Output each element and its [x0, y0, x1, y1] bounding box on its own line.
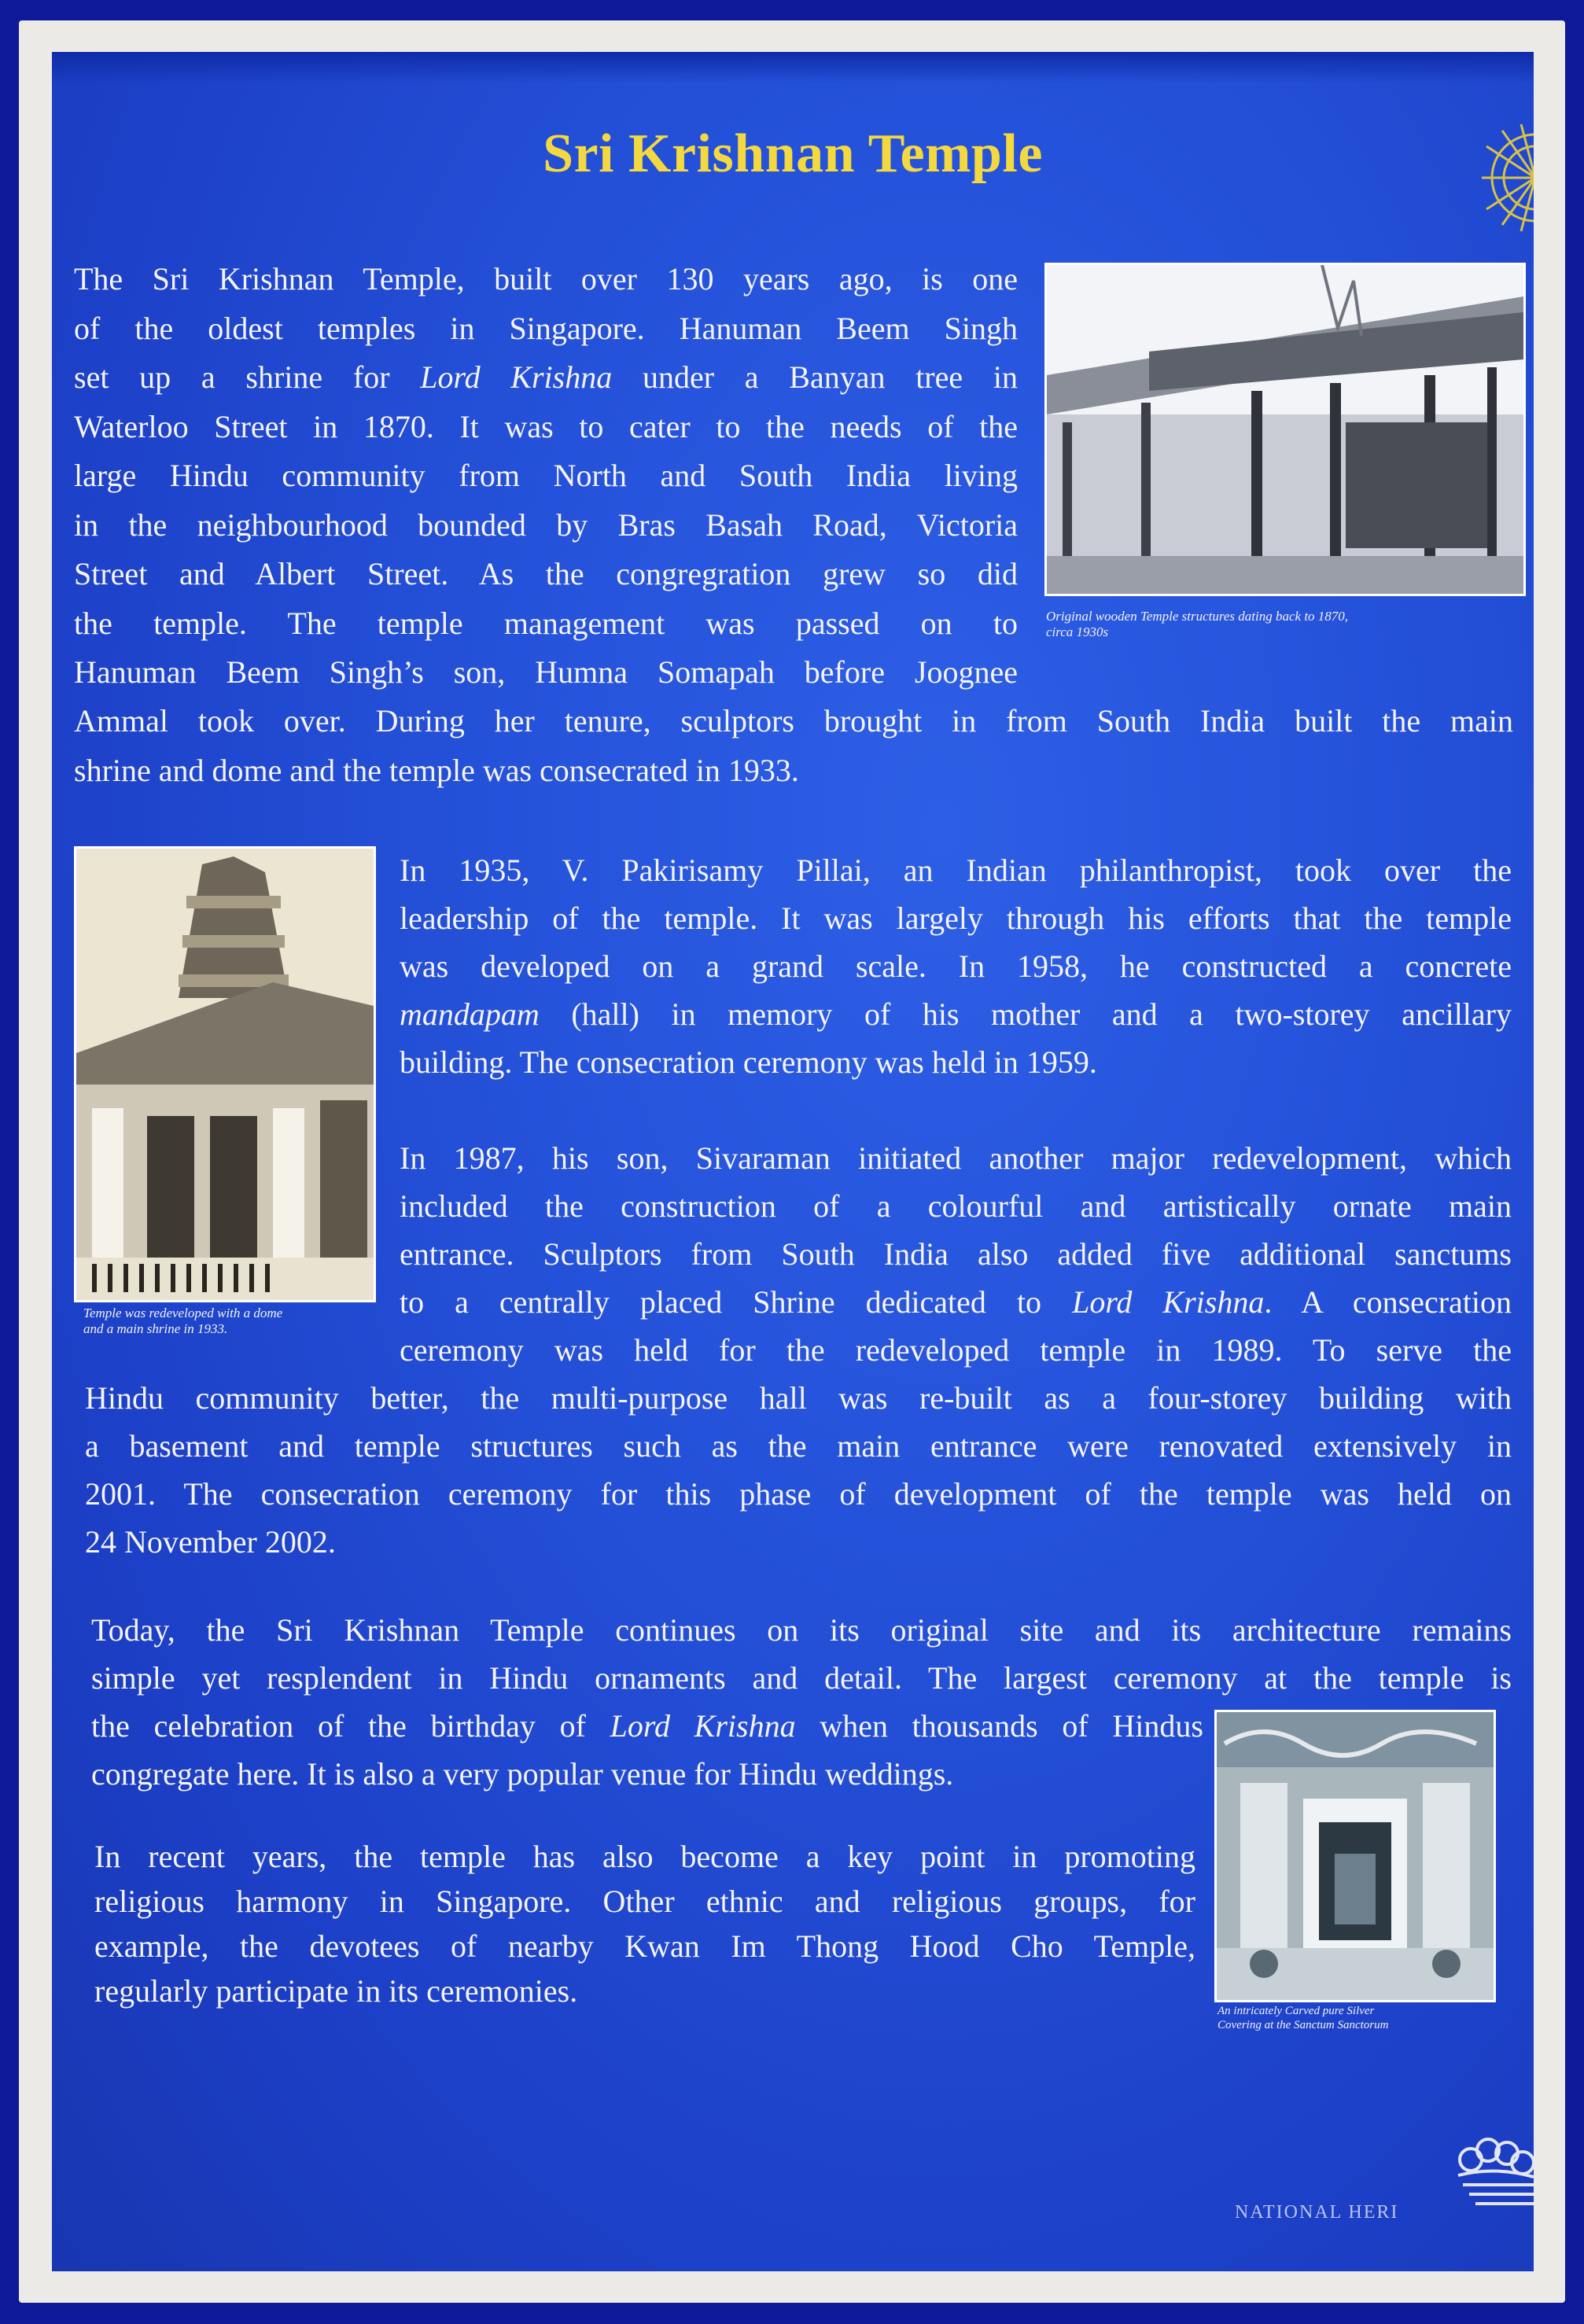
caption-line: Original wooden Temple structures dating back to 1870,: [1046, 609, 1349, 624]
text-line: shrine and dome and the temple was consecrated in 1933.: [74, 752, 799, 788]
text-line: congregate here. It is also a very popular venue for Hindu weddings.: [91, 1756, 954, 1792]
text-line: included the construction of a colourful and artistically ornate main: [400, 1188, 1512, 1224]
paragraph-5: [94, 1834, 1195, 2013]
italic-text: mandapam: [400, 996, 540, 1032]
text-line: in the neighbourhood bounded by Bras Basah Road, Victoria: [74, 506, 1018, 543]
photo-silver-sanctum: [1214, 1710, 1496, 2002]
photo-wooden-temple-image: [1047, 265, 1523, 594]
text-line: In 1987, his son, Sivaraman initiated another major redevelopment, which: [400, 1140, 1512, 1176]
paragraph-4-continued: [91, 1702, 1203, 1798]
text-line: The Sri Krishnan Temple, built over 130 years ago, is one: [74, 261, 1018, 296]
caption-line: Covering at the Sanctum Sanctorum: [1217, 2019, 1389, 2031]
text-line: In 1935, V. Pakirisamy Pillai, an Indian philanthropist, took over the: [400, 853, 1512, 888]
text-line: leadership of the temple. It was largely through his efforts that the temple: [400, 901, 1512, 936]
text-span: . A consecration: [1264, 1284, 1512, 1320]
paragraph-4: [91, 1606, 1512, 1702]
text-line: was developed on a grand scale. In 1958, he constructed a concrete: [400, 948, 1512, 984]
text-line: Ammal took over. During her tenure, sculptors brought in from South India built the main: [74, 703, 1513, 738]
text-line: simple yet resplendent in Hindu ornaments and detail. The largest ceremony at the temple is: [91, 1660, 1512, 1696]
text-span: under a Banyan tree in: [612, 359, 1018, 395]
text-span: (hall) in memory of his mother and a two-storey ancillary: [539, 996, 1512, 1032]
text-line: regularly participate in its ceremonies.: [94, 1973, 578, 2009]
text-line: Waterloo Street in 1870. It was to cater to the needs of the: [74, 408, 1018, 444]
text-line: religious harmony in Singapore. Other ethnic and religious groups, for: [94, 1884, 1195, 1919]
historic-photo-wooden-temple: [1044, 263, 1526, 596]
text-line: 24 November 2002.: [85, 1524, 336, 1560]
caption-line: and a main shrine in 1933.: [83, 1321, 228, 1336]
text-span: the celebration of the birthday of: [91, 1708, 610, 1744]
text-line: [400, 1278, 1512, 1326]
text-line: a basement and temple structures such as the main entrance were renovated extensively in: [85, 1428, 1512, 1464]
italic-text: Lord Krishna: [1072, 1284, 1265, 1320]
photo-dome-shrine-image: [76, 849, 374, 1300]
caption-line: circa 1930s: [1046, 624, 1109, 639]
text-line: large Hindu community from North and South India living: [74, 458, 1018, 493]
text-line: ceremony was held for the redeveloped temple in 1989. To serve the: [400, 1332, 1512, 1368]
paragraph-1: [74, 255, 1018, 698]
text-line: Today, the Sri Krishnan Temple continues on its original site and its architecture remains: [91, 1612, 1512, 1648]
text-line: building. The consecration ceremony was held in 1959.: [400, 1044, 1097, 1080]
photo-silver-sanctum-image: [1217, 1712, 1494, 2000]
text-line: [400, 990, 1512, 1038]
text-span: set up a shrine for: [74, 359, 421, 395]
photo-caption: [83, 1306, 382, 1337]
caption-line: Temple was redeveloped with a dome: [83, 1306, 283, 1320]
text-line: example, the devotees of nearby Kwan Im Thong Hood Cho Temple,: [94, 1928, 1195, 1964]
italic-text: Lord Krishna: [420, 359, 613, 395]
text-line: In recent years, the temple has also become a key point in promoting: [94, 1839, 1195, 1874]
caption-line: An intricately Carved pure Silver: [1217, 2005, 1375, 2017]
paragraph-3: [400, 1134, 1512, 1374]
text-line: [74, 353, 1018, 403]
text-line: the temple. The temple management was passed on to: [74, 605, 1018, 641]
text-line: entrance. Sculptors from South India also added five additional sanctums: [400, 1236, 1512, 1272]
board-shade: [52, 52, 1534, 83]
text-line: of the oldest temples in Singapore. Hanuman Beem Singh: [74, 310, 1018, 346]
text-line: [91, 1702, 1203, 1750]
plaque-board: [52, 52, 1534, 2271]
text-line: 2001. The consecration ceremony for this phase of development of the temple was held on: [85, 1476, 1512, 1512]
paragraph-2: [400, 846, 1512, 1086]
text-line: Hindu community better, the multi-purpose hall was re-built as a four-storey building with: [85, 1380, 1512, 1416]
footer-org-name: NATIONAL HERI: [1235, 2202, 1399, 2223]
photo-caption: [1217, 2004, 1501, 2032]
heritage-logo-icon: [1447, 2128, 1534, 2223]
text-line: Street and Albert Street. As the congregration grew so did: [74, 556, 1018, 591]
photo-caption: [1046, 609, 1518, 640]
page-title: Sri Krishnan Temple: [543, 123, 1043, 184]
text-span: when thousands of Hindus: [795, 1708, 1203, 1744]
paragraph-3-continued: [85, 1374, 1512, 1566]
italic-text: Lord Krishna: [610, 1708, 796, 1744]
historic-photo-dome-shrine: [74, 846, 376, 1302]
text-span: to a centrally placed Shrine dedicated to: [400, 1284, 1073, 1320]
text-line: Hanuman Beem Singh’s son, Humna Somapah before Joognee: [74, 654, 1018, 690]
paragraph-1-continued: [74, 697, 1513, 795]
